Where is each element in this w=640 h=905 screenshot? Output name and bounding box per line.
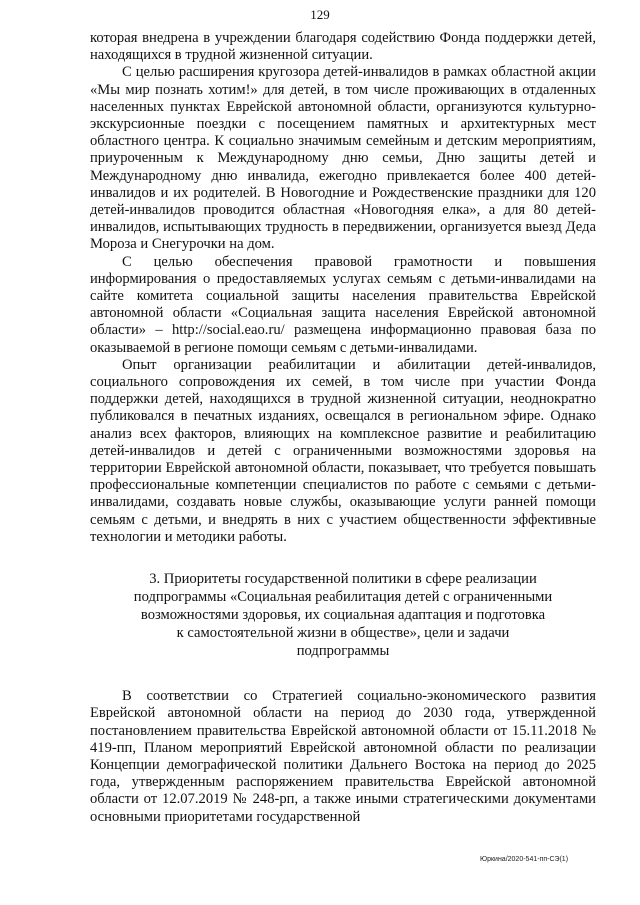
- section-heading-line: подпрограммы «Социальная реабилитация детей с ограниченными: [133, 589, 553, 606]
- paragraph-rehab-experience: Опыт организации реабилитации и абилитации детей-инвалидов, социального сопровождения их семей, в том числе при участии Фонда поддержки детей, находящихся в трудной жизненной ситуации, неоднократно публиковался в печатных изданиях, освещался в региональном эфире. Однако анализ всех факторов, влияющих на комплексное развитие и реабилитацию детей-инвалидов и детей с ограниченными возможностями здоровья на территории Еврейской автономной области, показывает, что требуется повышать профессиональные компетенции специалистов по работе с семьями с детьми-инвалидами, создавать новые службы, оказывающие услуги ранней помощи семьям с детьми, и внедрять в них с участием общественности эффективные технологии и методики работы.: [90, 356, 596, 545]
- page-number: 129: [310, 7, 330, 22]
- section-heading-line: подпрограммы: [296, 643, 390, 660]
- paragraph-legal-info: С целью обеспечения правовой грамотности и повышения информирования о предоставляемых услугах семьям с детьми-инвалидами на сайте комитета социальной защиты населения правительства Еврейской автономной области «Социальная защита населения Еврейской автономной области» – http://social.eao.ru/ размещена информационно правовая база по оказываемой в регионе помощи семьям с детьми-инвалидами.: [90, 253, 596, 356]
- section-heading: [90, 570, 596, 660]
- document-code: Юркина/2020-541-пп-СЭ(1): [480, 856, 569, 863]
- paragraph-strategy: В соответствии со Стратегией социально-экономического развития Еврейской автономной области на период до 2030 года, утвержденной постановлением правительства Еврейской автономной области от 15.11.2018 № 419-пп, Планом мероприятий Еврейской автономной области по реализации Концепции демографической политики Дальнего Востока на период до 2025 года, утвержденным распоряжением правительства Еврейской автономной области от 12.07.2019 № 248-рп, а также иными стратегическими документами основными приоритетами государственной: [90, 688, 596, 825]
- section-heading-line: к самостоятельной жизни в обществе», цели и задачи: [176, 625, 510, 642]
- section-heading-line: возможностями здоровья, их социальная адаптация и подготовка: [140, 607, 546, 624]
- document-body: [90, 30, 596, 826]
- section-heading-line: 3. Приоритеты государственной политики в сфере реализации: [149, 571, 537, 588]
- paragraph-continuation: которая внедрена в учреждении благодаря содействию Фонда поддержки детей, находящихся в трудной жизненной ситуации.: [90, 30, 596, 64]
- paragraph-excursions: С целью расширения кругозора детей-инвалидов в рамках областной акции «Мы мир познать хотим!» для детей, в том числе проживающих в отдаленных населенных пунктах Еврейской автономной области, организуются культурно-экскурсионные поездки с посещением памятных и архитектурных мест областного центра. К социально значимым семейным и детским мероприятиям, приуроченным к Международному дню семьи, Дню защиты детей и Международному дню инвалида, ежегодно привлекается более 400 детей-инвалидов и их родителей. В Новогодние и Рождественские праздники для 120 детей-инвалидов проводится областная «Новогодняя елка», а для 80 детей-инвалидов, испытывающих трудность в передвижении, организуется выезд Деда Мороза и Снегурочки на дом.: [90, 64, 596, 253]
